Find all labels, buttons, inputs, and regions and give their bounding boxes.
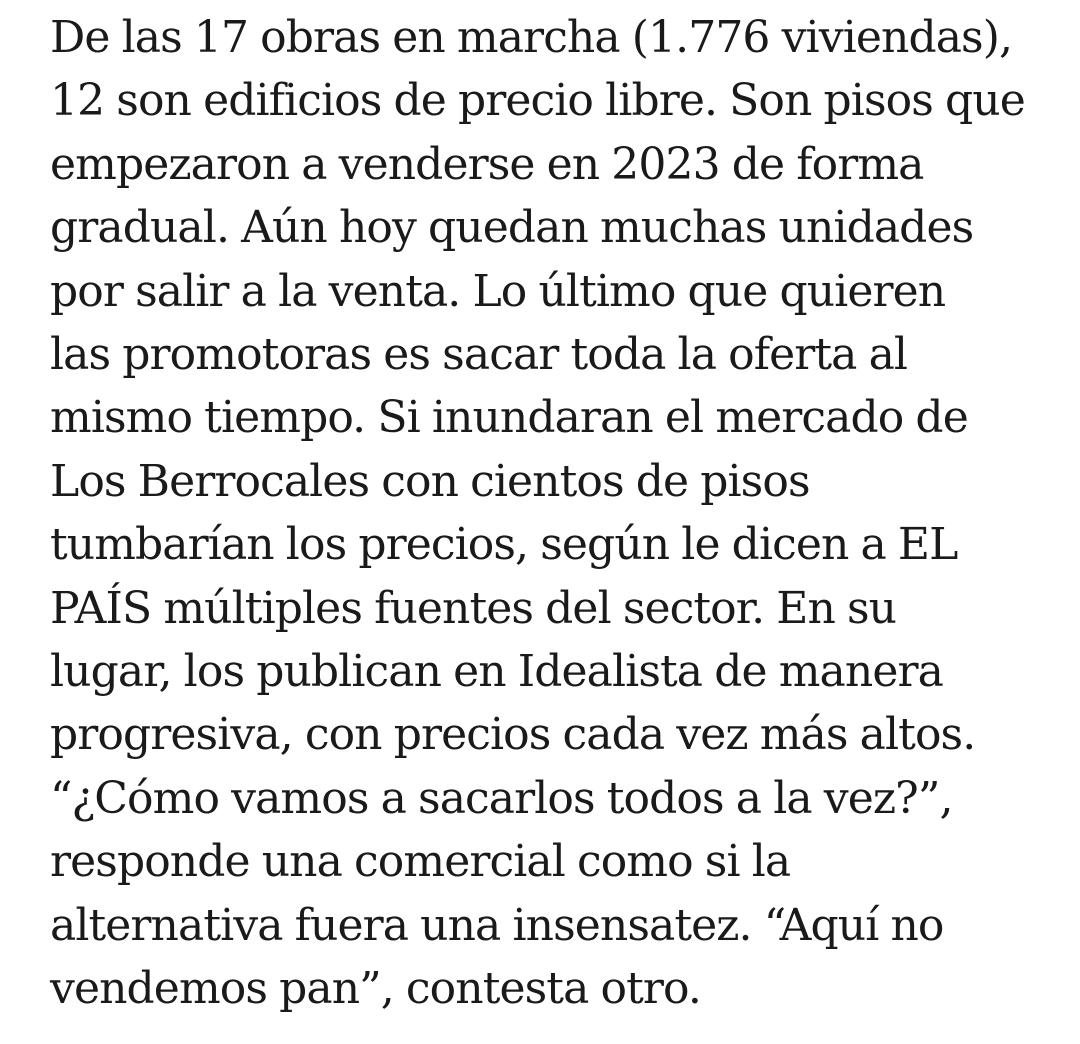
paragraph-line: empezaron a venderse en 2023 de forma <box>50 138 924 190</box>
paragraph-line: alternativa fuera una insensatez. “Aquí no <box>50 899 944 951</box>
paragraph-line: De las 17 obras en marcha (1.776 viviendas), <box>50 12 1013 63</box>
paragraph-line: por salir a la venta. Lo último que quieren <box>50 265 946 317</box>
paragraph-line: 12 son edificios de precio libre. Son pisos que <box>50 75 1025 127</box>
article-paragraph <box>50 6 1060 1021</box>
paragraph-line: PAÍS múltiples fuentes del sector. En su <box>50 582 897 634</box>
paragraph-line: vendemos pan”, contesta otro. <box>50 963 701 1015</box>
paragraph-line: responde una comercial como si la <box>50 836 791 888</box>
paragraph-line: tumbarían los precios, según le dicen a EL <box>50 519 958 571</box>
paragraph-line: las promotoras es sacar toda la oferta al <box>50 329 908 381</box>
paragraph-line: “¿Cómo vamos a sacarlos todos a la vez?”, <box>50 772 953 824</box>
paragraph-line: lugar, los publican en Idealista de manera <box>50 646 943 698</box>
paragraph-line: Los Berrocales con cientos de pisos <box>50 455 810 507</box>
paragraph-line: progresiva, con precios cada vez más altos. <box>50 709 976 761</box>
paragraph-line: mismo tiempo. Si inundaran el mercado de <box>50 392 968 444</box>
paragraph-line: gradual. Aún hoy quedan muchas unidades <box>50 202 974 254</box>
